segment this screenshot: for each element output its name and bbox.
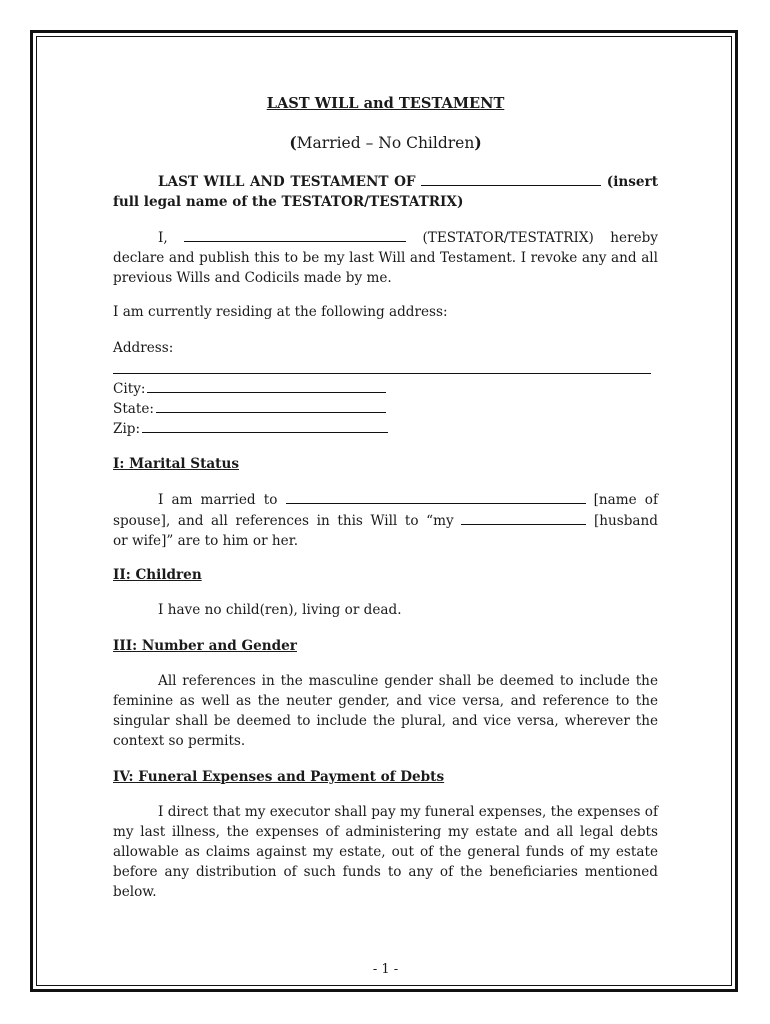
intro-heading-text: LAST WILL AND TESTAMENT OF (158, 174, 416, 190)
gender-paragraph: All references in the masculine gender shall be deemed to include the feminine as well as the neuter gender, and vice versa, and reference to the singular shall be deemed to include the plural, and vice versa, wherever the context so permits. (113, 673, 658, 749)
page-number: - 1 - (372, 962, 399, 977)
spouse-relation-blank[interactable] (461, 510, 586, 525)
declaration-lead: I, (158, 230, 168, 246)
marital-line-3: or wife]” are to him or her. (113, 533, 299, 549)
section-heading-marital: I: Marital Status (113, 456, 239, 472)
marital-line-2 (113, 510, 658, 531)
document-subtitle (113, 133, 658, 153)
declaration-rest: declare and publish this to be my last Will and Testament. I revoke any and all previous Wills and Codicils made by me. (113, 250, 658, 286)
declaration-line-1 (113, 227, 658, 248)
section-heading-funeral: IV: Funeral Expenses and Payment of Debts (113, 769, 445, 785)
intro-heading-line-2: full legal name of the TESTATOR/TESTATRIX) (113, 194, 464, 210)
state-field (113, 398, 386, 418)
children-text: I have no child(ren), living or dead. (158, 602, 402, 618)
marital-text-4: [husband (593, 513, 658, 529)
funeral-paragraph: I direct that my executor shall pay my funeral expenses, the expenses of my last illness, the expenses of administering my estate and all legal debts allowable as claims against my estate, out of the general funds of my estate before any distribution of such funds to any of the beneficiaries mentioned below. (113, 804, 658, 900)
intro-heading-line-1 (113, 171, 658, 192)
zip-blank[interactable] (142, 418, 388, 433)
address-line[interactable] (113, 373, 651, 374)
state-blank[interactable] (156, 398, 386, 413)
city-blank[interactable] (147, 378, 386, 393)
city-label: City: (113, 381, 146, 397)
residing-statement: I am currently residing at the following address: (113, 304, 448, 320)
zip-field (113, 418, 388, 438)
section-heading-gender: III: Number and Gender (113, 638, 297, 654)
state-label: State: (113, 401, 154, 417)
intro-heading-insert: (insert (606, 174, 658, 190)
declaration-paragraph (113, 227, 658, 288)
subtitle-close-paren: ) (474, 133, 482, 152)
declaration-hereby: hereby (610, 230, 658, 246)
zip-label: Zip: (113, 421, 141, 437)
intro-heading (113, 171, 658, 212)
city-field (113, 378, 386, 398)
marital-text-3: spouse], and all references in this Will to “my (113, 513, 454, 529)
marital-text-1: I am married to (158, 492, 278, 508)
document-title: LAST WILL and TESTAMENT (266, 95, 505, 112)
spouse-name-blank[interactable] (286, 489, 586, 504)
declarant-name-blank[interactable] (184, 227, 406, 242)
subtitle-open-paren: ( (289, 133, 297, 152)
marital-paragraph (113, 489, 658, 551)
marital-line-1 (113, 489, 658, 510)
declaration-role: (TESTATOR/TESTATRIX) (422, 230, 594, 246)
marital-text-2: [name of (593, 492, 659, 508)
address-label: Address: (113, 340, 174, 356)
section-heading-children: II: Children (113, 567, 202, 583)
subtitle-text: Married – No Children (296, 134, 475, 152)
testator-name-blank[interactable] (421, 171, 601, 186)
